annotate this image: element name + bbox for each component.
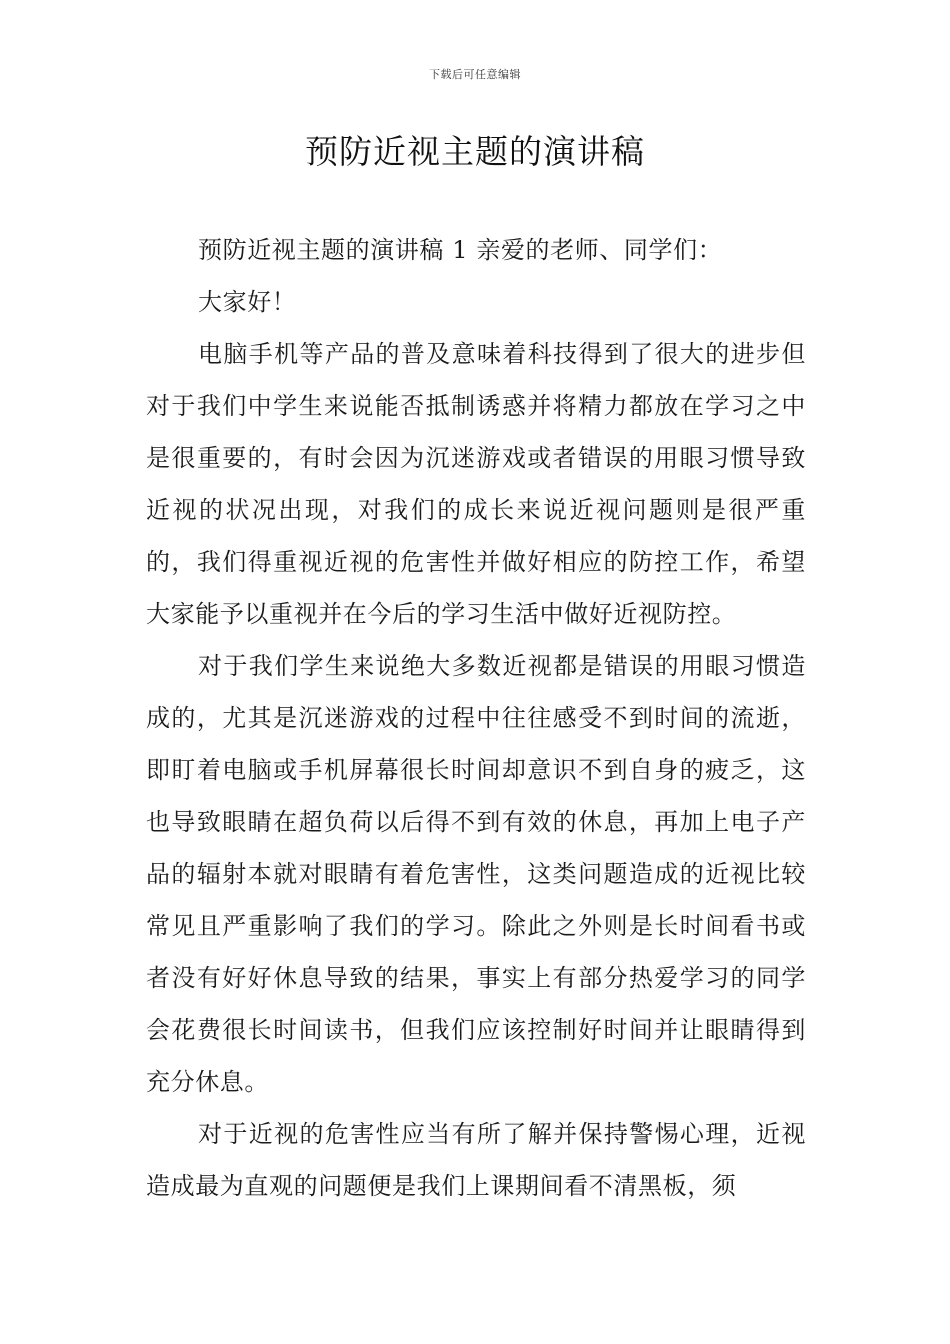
document-title: 预防近视主题的演讲稿	[305, 132, 645, 171]
paragraph-1: 电脑手机等产品的普及意味着科技得到了很大的进步但对于我们中学生来说能否抵制诱惑并将精力都放在学习之中是很重要的，有时会因为沉迷游戏或者错误的用眼习惯导致近视的状况出现，对我们的成长来说近视问题则是很严重的，我们得重视近视的危害性并做好相应的防控工作，希望大家能予以重视并在今后的学习生活中做好近视防控。	[146, 340, 806, 628]
paragraph-2: 对于我们学生来说绝大多数近视都是错误的用眼习惯造成的，尤其是沉迷游戏的过程中往往感受不到时间的流逝，即盯着电脑或手机屏幕很长时间却意识不到自身的疲乏，这也导致眼睛在超负荷以后得不到有效的休息，再加上电子产品的辐射本就对眼睛有着危害性，这类问题造成的近视比较常见且严重影响了我们的学习。除此之外则是长时间看书或者没有好好休息导致的结果，事实上有部分热爱学习的同学会花费很长时间读书，但我们应该控制好时间并让眼睛得到充分休息。	[146, 652, 806, 1096]
header-note: 下载后可任意编辑	[429, 68, 521, 81]
paragraph-salutation: 大家好！	[198, 288, 297, 316]
document-body	[146, 224, 806, 1212]
paragraph-3: 对于近视的危害性应当有所了解并保持警惕心理，近视造成最为直观的问题便是我们上课期间看不清黑板，须	[146, 1120, 806, 1200]
paragraph-greeting: 预防近视主题的演讲稿 1 亲爱的老师、同学们：	[198, 236, 723, 264]
